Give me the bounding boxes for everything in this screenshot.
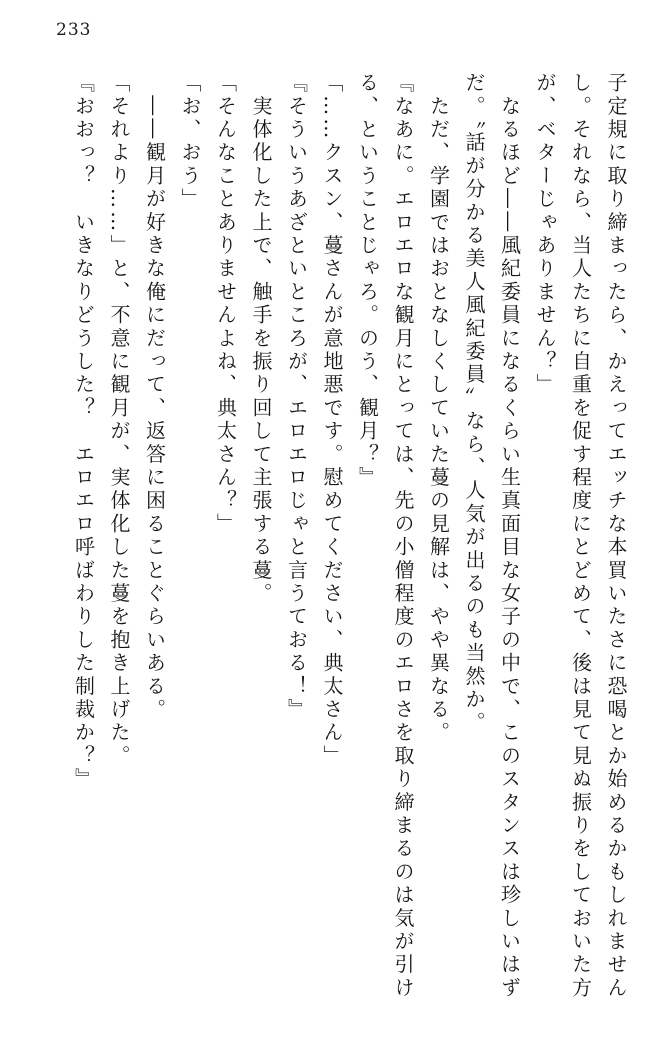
- text-line-16: 『おおっ？ いきなりどうした？ エロエロ呼ばわりした制裁か？』: [71, 72, 96, 792]
- text-line-15: 「それより……」と、不意に観月が、実体化した蔓を抱き上げた。: [107, 72, 131, 768]
- text-line-1: 子定規に取り締まったら、かえってエッチな本買いたさに恐喝とか始めるかもしれません: [604, 72, 628, 1000]
- text-line-9: 「……クスン、蔓さんが意地悪です。慰めてください、典太さん」: [320, 72, 344, 768]
- text-line-11: 実体化した上で、触手を振り回して主張する蔓。: [249, 72, 273, 606]
- page-number: 233: [56, 20, 92, 40]
- text-line-8: る、ということじゃろ。のう、観月？』: [355, 72, 380, 490]
- text-line-6: ただ、学園ではおとなしくしていた蔓の見解は、やや異なる。: [426, 72, 451, 745]
- text-line-5: だ。〝話が分かる美人風紀委員〟なら、人気が出るのも当然か。: [462, 72, 486, 735]
- text-line-14: ――観月が好きな俺にだって、返答に困ることぐらいある。: [142, 72, 167, 722]
- text-line-7: 『なあに。エロエロな観月にとっては、先の小僧程度のエロさを取り締まるのは気が引け: [391, 72, 415, 1000]
- text-line-12: 「そんなことありませんよね、典太さん？」: [213, 72, 238, 536]
- vertical-text-block: [65, 72, 633, 1000]
- text-line-3: が、ベターじゃありません？」: [533, 72, 557, 397]
- text-line-4: なるほど――風紀委員になるくらい生真面目な女子の中で、このスタンスは珍しいはず: [497, 72, 522, 1000]
- text-line-2: し。それなら、当人たちに自重を促す程度にとどめて、後は見て見ぬ振りをしておいた方: [568, 72, 593, 1000]
- text-line-10: 『そういうあざといところが、エロエロじゃと言うておる！』: [284, 72, 309, 722]
- text-line-13: 「お、おう」: [178, 72, 202, 212]
